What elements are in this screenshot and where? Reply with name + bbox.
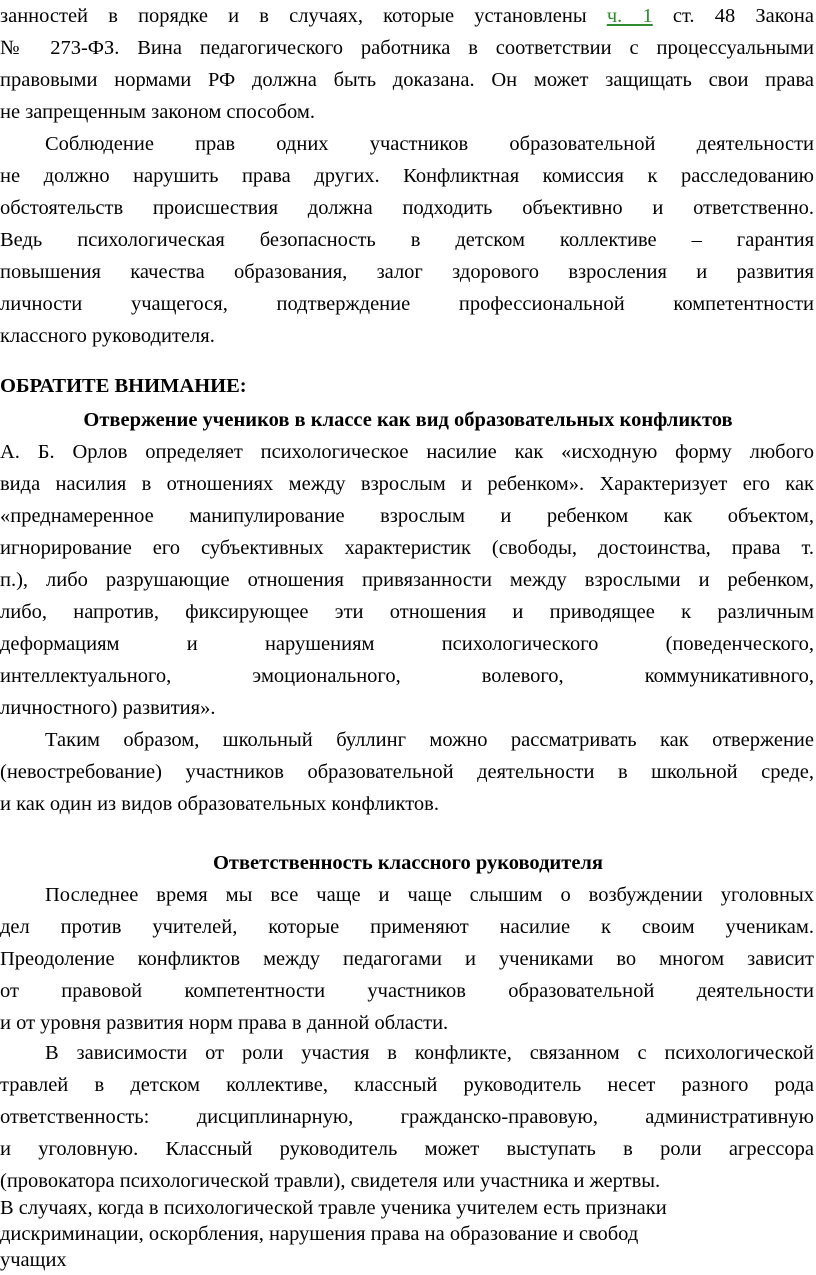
paragraph-2-line-7: классного руководителя. [0,325,215,347]
paragraph-7-line-1: В случаях, когда в психологической травле ученика учителем есть признаки [0,1197,667,1219]
paragraph-6 [0,1037,814,1197]
paragraph-7-line-2: дискриминации, оскорбления, нарушения права на образование и свобод [0,1223,639,1245]
paragraph-3 [0,436,814,724]
attention-heading: ОБРАТИТЕ ВНИМАНИЕ: [0,375,247,397]
paragraph-2-line-4: Ведь психологическая безопасность в детском коллективе – гарантия [0,229,814,251]
paragraph-4-line-3: и как один из видов образовательных конфликтов. [0,793,439,815]
section-heading-responsibility: Ответственность классного руководителя [212,852,604,874]
paragraph-3-line-2: вида насилия в отношениях между взрослым и ребенком». Характеризует его как [0,473,814,495]
paragraph-5-line-3: Преодоление конфликтов между педагогами и учениками во многом зависит [0,948,814,970]
paragraph-3-line-1: А. Б. Орлов определяет психологическое насилие как «исходную форму любого [0,441,814,463]
paragraph-5-line-1: Последнее время мы все чаще и чаще слышим о возбуждении уголовных [45,884,814,906]
paragraph-6-line-2: травлей в детском коллективе, классный руководитель несет разного рода [0,1074,814,1096]
paragraph-5-line-2: дел против учителей, которые применяют насилие к своим ученикам. [0,916,814,938]
paragraph-2-line-5: повышения качества образования, залог здорового взросления и развития [0,261,814,283]
paragraph-7-line-3: учащих [0,1249,67,1271]
paragraph-7 [0,1195,790,1273]
paragraph-2-line-3: обстоятельств происшествия должна подходить объективно и ответственно. [0,197,814,219]
paragraph-4-line-2: (невостребование) участников образовательной деятельности в школьной среде, [0,761,814,783]
paragraph-3-line-8: интеллектуального, эмоционального, волевого, коммуникативного, [0,665,814,687]
paragraph-4-line-1: Таким образом, школьный буллинг можно рассматривать как отвержение [45,729,814,751]
paragraph-4 [0,724,814,820]
paragraph-6-line-1: В зависимости от роли участия в конфликте, связанном с психологической [45,1042,814,1064]
paragraph-1-line-2: № 273-ФЗ. Вина педагогического работника в соответствии с процессуальными [0,37,814,59]
paragraph-2-line-6: личности учащегося, подтверждение профессиональной компетентности [0,293,814,315]
paragraph-1-line-1: занностей в порядке и в случаях, которые установлены ч. 1 ст. 48 Закона [0,5,815,27]
paragraph-6-line-5: (провокатора психологической травли), свидетеля или участника и жертвы. [0,1170,661,1192]
paragraph-5-line-4: от правовой компетентности участников образовательной деятельности [0,980,814,1002]
paragraph-3-line-3: «преднамеренное манипулирование взрослым и ребенком как объектом, [0,505,814,527]
paragraph-2 [0,128,814,352]
paragraph-3-line-9: личностного) развития». [0,697,216,719]
paragraph-1 [0,0,814,128]
paragraph-1-line-4: не запрещенным законом способом. [0,101,315,123]
paragraph-5 [0,879,814,1039]
paragraph-6-line-3: ответственность: дисциплинарную, гражданско-правовую, административную [0,1106,814,1128]
paragraph-3-line-6: либо, напротив, фиксирующее эти отношения и приводящее к различным [0,601,814,623]
paragraph-3-line-7: деформациям и нарушениям психологического (поведенческого, [0,633,814,655]
law-part-link[interactable]: ч. 1 [606,5,653,27]
paragraph-6-line-4: и уголовную. Классный руководитель может выступать в роли агрессора [0,1138,814,1160]
paragraph-3-line-5: п.), либо разрушающие отношения привязанности между взрослыми и ребенком, [0,569,814,591]
paragraph-5-line-5: и от уровня развития норм права в данной области. [0,1012,449,1034]
paragraph-2-line-1: Соблюдение прав одних участников образовательной деятельности [45,133,814,155]
section-heading-rejection: Отвержение учеников в классе как вид образовательных конфликтов [83,409,733,431]
paragraph-3-line-4: игнорирование его субъективных характеристик (свободы, достоинства, права т. [0,537,814,559]
paragraph-1-line-3: правовыми нормами РФ должна быть доказана. Он может защищать свои права [0,69,814,91]
paragraph-2-line-2: не должно нарушить права других. Конфликтная комиссия к расследованию [0,165,814,187]
